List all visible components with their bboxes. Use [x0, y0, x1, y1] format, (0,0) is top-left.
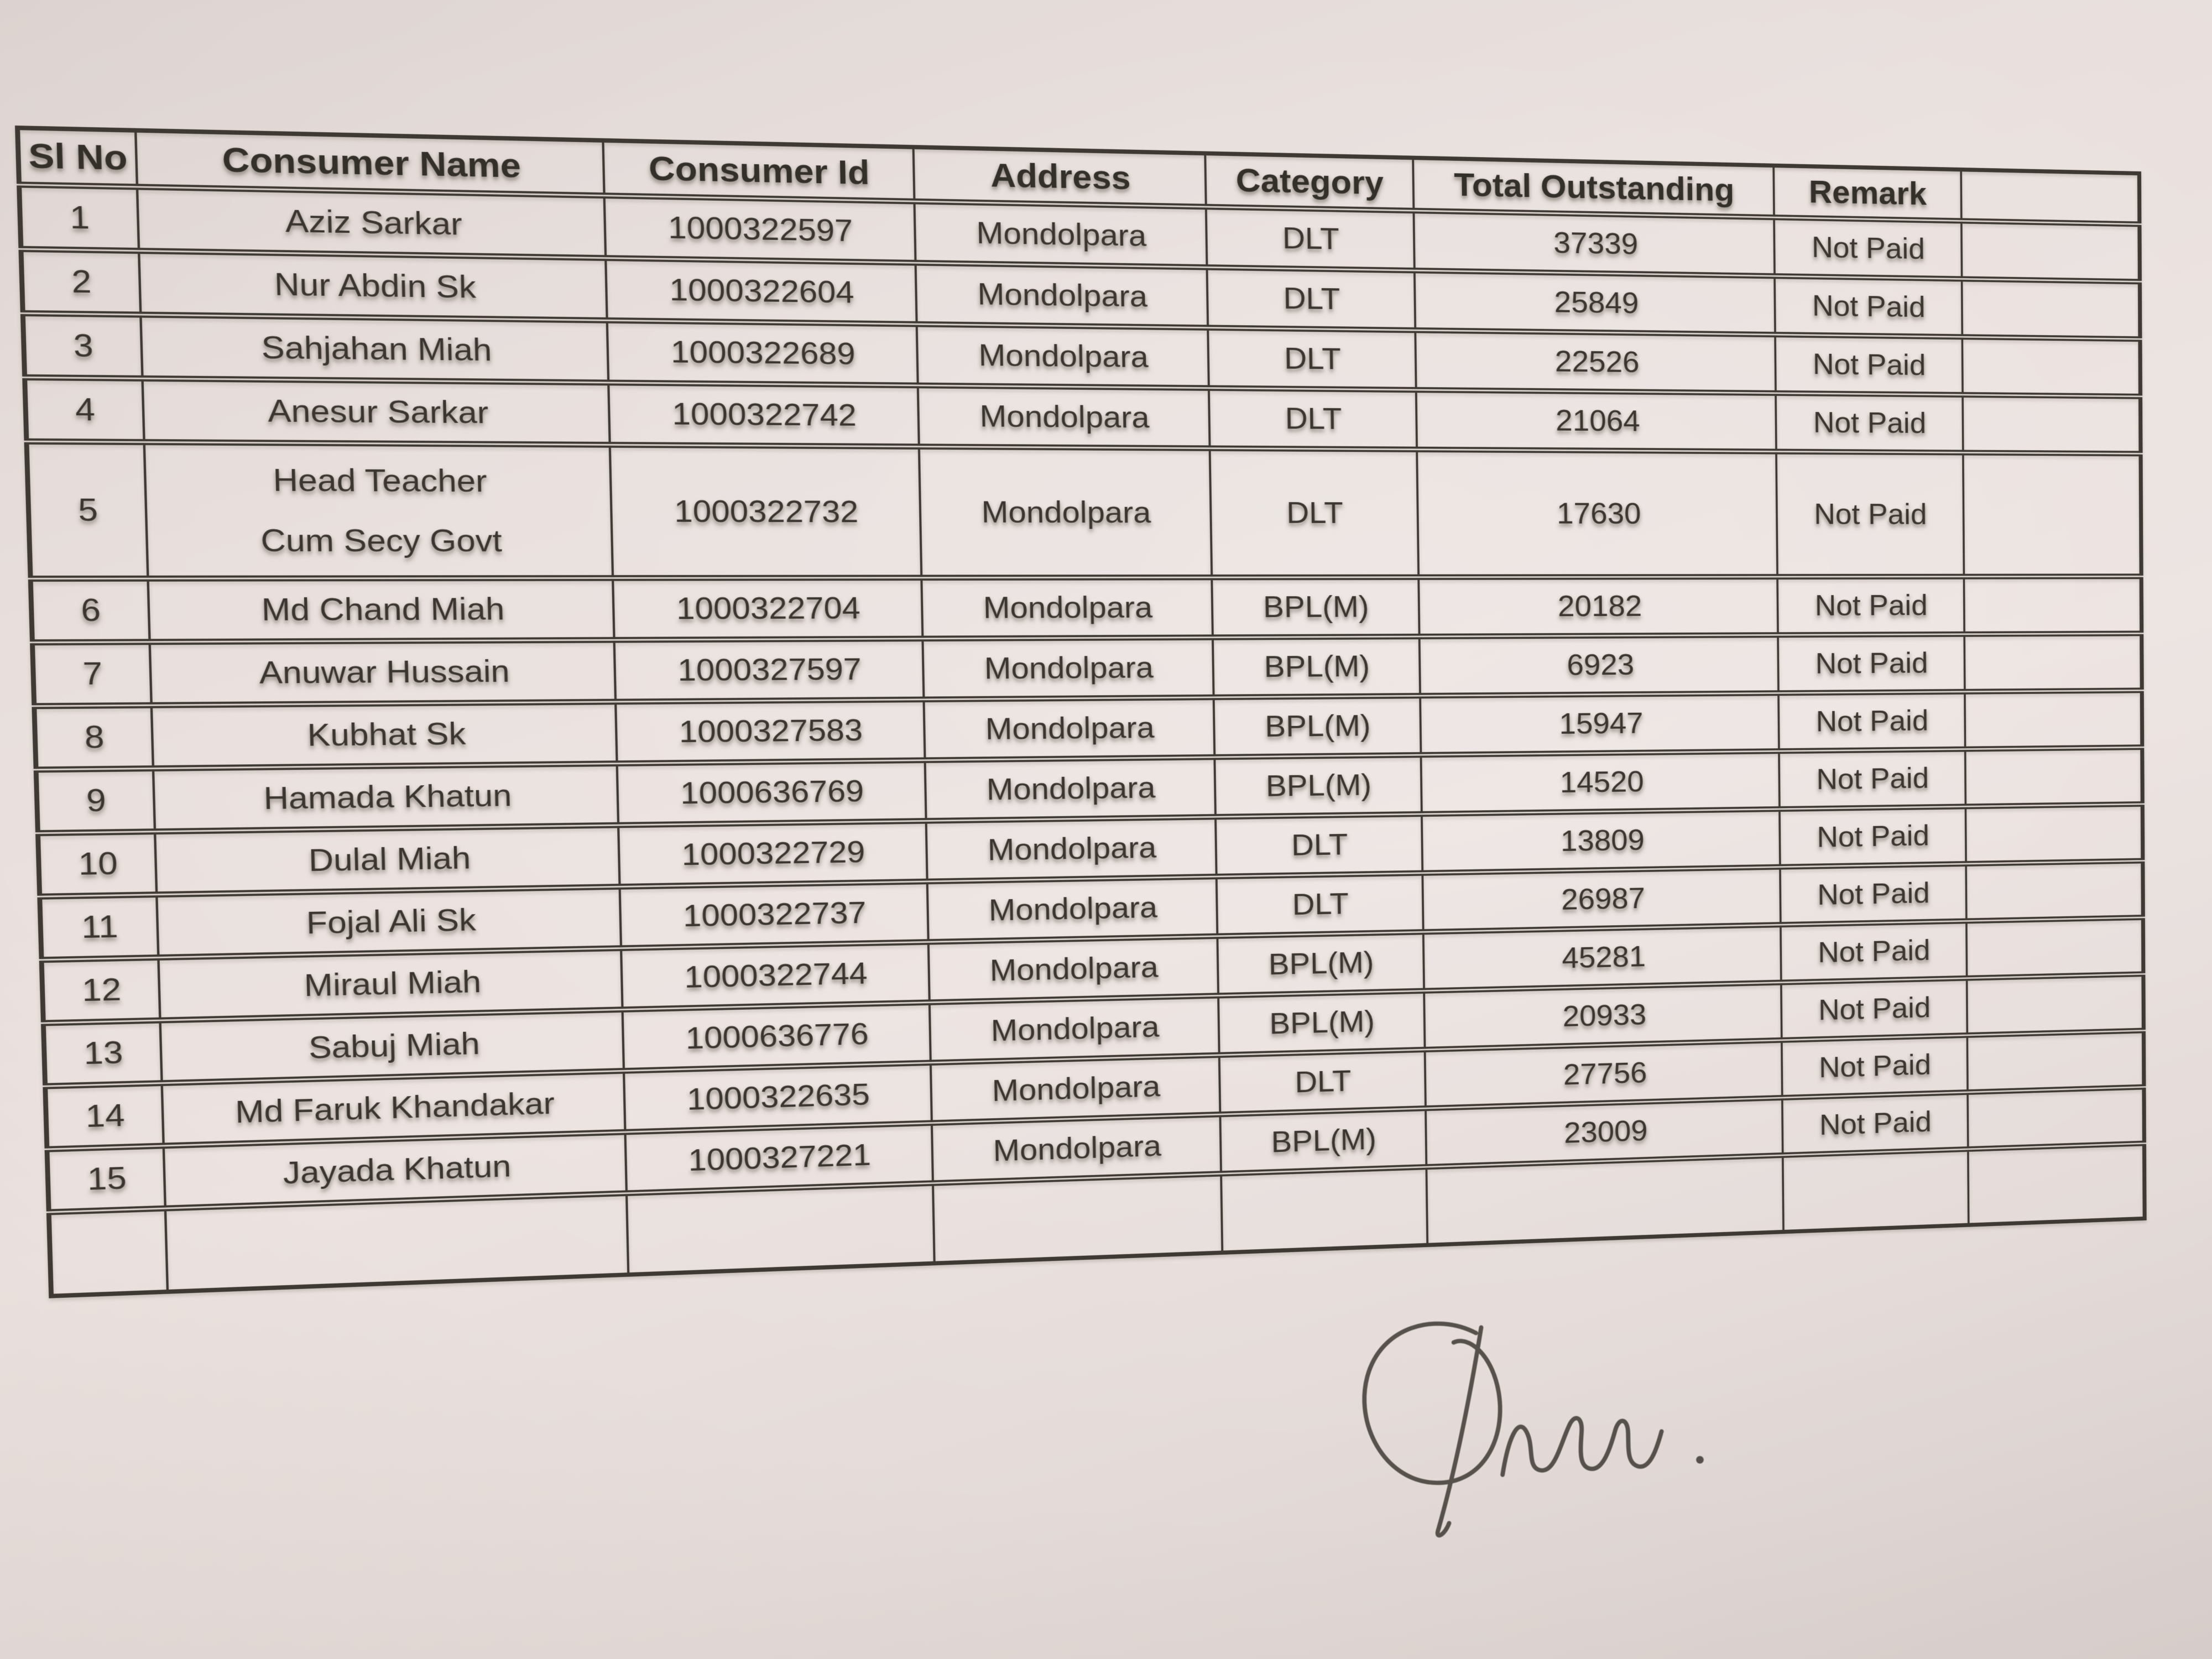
cell-category: DLT	[1219, 1050, 1426, 1114]
cell-consumer-name	[165, 1193, 628, 1292]
cell-blank	[1963, 452, 2141, 576]
cell-consumer-id	[627, 1183, 935, 1275]
cell-blank	[1964, 576, 2142, 634]
cell-address: Mondolpara	[929, 995, 1219, 1062]
cell-consumer-name: Kubhat Sk	[152, 702, 617, 769]
cell-total-outstanding	[1426, 1155, 1783, 1245]
cell-consumer-id: 1000322742	[608, 383, 919, 447]
column-header-remark: Remark	[1773, 165, 1961, 221]
cell-consumer-id: 1000322732	[609, 445, 921, 578]
cell-consumer-name: Jayada Khatun	[164, 1132, 627, 1208]
cell-consumer-id: 1000327221	[625, 1123, 932, 1193]
cell-consumer-name: Sahjahan Miah	[140, 315, 608, 383]
cell-remark: Not Paid	[1775, 276, 1963, 337]
cell-consumer-id: 1000322597	[604, 196, 915, 263]
cell-total-outstanding: 37339	[1413, 211, 1774, 276]
cell-sl-no: 12	[41, 957, 160, 1023]
cell-consumer-id: 1000327597	[614, 639, 924, 702]
cell-total-outstanding: 23009	[1426, 1098, 1783, 1167]
cell-total-outstanding: 13809	[1422, 809, 1780, 873]
column-header-consumer-id: Consumer Id	[603, 140, 914, 201]
cell-blank	[1968, 1143, 2145, 1225]
cell-address: Mondolpara	[919, 447, 1212, 578]
cell-address	[933, 1173, 1223, 1263]
table-body	[19, 185, 2145, 1296]
cell-category: BPL(M)	[1218, 991, 1425, 1055]
cell-address: Mondolpara	[932, 1114, 1222, 1183]
cell-consumer-name: Dulal Miah	[155, 825, 619, 895]
cell-remark: Not Paid	[1775, 335, 1963, 395]
cell-sl-no: 13	[43, 1020, 161, 1086]
cell-consumer-id: 1000327583	[615, 700, 925, 764]
cell-remark: Not Paid	[1778, 634, 1965, 693]
consumer-outstanding-table	[15, 126, 2147, 1298]
cell-category: DLT	[1217, 873, 1423, 936]
cell-blank	[1967, 1030, 2143, 1092]
column-header-total-outstanding: Total Outstanding	[1413, 158, 1774, 217]
cell-category: DLT	[1209, 388, 1417, 450]
cell-address: Mondolpara	[924, 697, 1215, 760]
cell-consumer-name: Aziz Sarkar	[137, 187, 606, 258]
cell-sl-no: 14	[45, 1083, 164, 1150]
table-row	[27, 441, 2141, 578]
cell-consumer-name: Fojal Ali Sk	[156, 886, 621, 957]
cell-blank	[1962, 279, 2140, 339]
cell-blank	[1964, 633, 2142, 691]
cell-category: DLT	[1208, 328, 1416, 390]
cell-consumer-name: Hamada Khatun	[153, 764, 618, 832]
cell-total-outstanding: 25849	[1415, 270, 1775, 335]
cell-sl-no: 8	[34, 705, 153, 770]
cell-total-outstanding: 20933	[1424, 983, 1782, 1050]
cell-total-outstanding: 17630	[1417, 450, 1777, 577]
cell-remark: Not Paid	[1782, 1092, 1968, 1155]
cell-sl-no: 10	[38, 832, 156, 897]
cell-blank	[1962, 337, 2140, 397]
cell-sl-no	[49, 1208, 168, 1296]
cell-blank	[1966, 861, 2143, 921]
cell-category: BPL(M)	[1214, 696, 1421, 757]
cell-blank	[1966, 917, 2143, 978]
cell-remark: Not Paid	[1776, 452, 1964, 577]
cell-sl-no: 4	[25, 377, 144, 442]
table-row	[30, 576, 2142, 642]
cell-remark: Not Paid	[1779, 749, 1966, 809]
cell-consumer-id: 1000322689	[607, 320, 917, 385]
cell-category: DLT	[1210, 448, 1418, 577]
handwritten-signature	[1301, 1291, 1773, 1545]
cell-consumer-name: Anuwar Hussain	[149, 640, 615, 705]
cell-blank	[1967, 974, 2144, 1035]
cell-consumer-name: Nur Abdin Sk	[139, 251, 607, 321]
cell-remark	[1783, 1149, 1969, 1232]
cell-total-outstanding: 26987	[1422, 867, 1780, 932]
cell-total-outstanding: 22526	[1415, 330, 1776, 393]
cell-consumer-name: Md Chand Miah	[148, 578, 614, 642]
cell-consumer-name: Head Teacher Cum Secy Govt	[144, 442, 613, 578]
cell-consumer-id: 1000322704	[613, 578, 922, 640]
cell-address: Mondolpara	[915, 263, 1208, 327]
cell-category: DLT	[1207, 267, 1415, 330]
cell-blank	[1965, 690, 2142, 749]
cell-sl-no: 3	[23, 313, 142, 378]
cell-consumer-name: Anesur Sarkar	[142, 378, 609, 445]
column-header-consumer-name: Consumer Name	[135, 131, 604, 196]
cell-sl-no: 5	[27, 441, 148, 578]
cell-address: Mondolpara	[926, 817, 1217, 881]
cell-consumer-id: 1000636776	[622, 1003, 930, 1071]
cell-address: Mondolpara	[917, 385, 1210, 448]
cell-category: BPL(M)	[1220, 1108, 1427, 1173]
cell-blank	[1968, 1087, 2144, 1149]
cell-sl-no: 6	[30, 578, 149, 643]
cell-remark: Not Paid	[1778, 692, 1965, 751]
cell-category	[1221, 1167, 1427, 1253]
column-header-sl-no: Sl No	[18, 128, 137, 187]
cell-total-outstanding: 14520	[1421, 751, 1779, 814]
cell-remark: Not Paid	[1781, 921, 1967, 982]
cell-consumer-name: Sabuj Miah	[160, 1010, 623, 1083]
cell-consumer-name: Miraul Miah	[158, 948, 622, 1021]
cell-remark: Not Paid	[1776, 393, 1963, 453]
cell-total-outstanding: 20182	[1418, 577, 1778, 637]
cell-sl-no: 9	[36, 769, 155, 833]
cell-sl-no: 11	[40, 895, 158, 960]
cell-remark: Not Paid	[1774, 217, 1962, 279]
cell-sl-no: 15	[47, 1146, 165, 1212]
cell-consumer-id: 1000322737	[619, 881, 928, 948]
cell-category: DLT	[1206, 207, 1415, 270]
cell-address: Mondolpara	[927, 877, 1217, 942]
cell-address: Mondolpara	[922, 638, 1214, 700]
cell-blank	[1966, 804, 2143, 864]
cell-total-outstanding: 6923	[1420, 635, 1778, 696]
cell-blank	[1965, 747, 2143, 806]
cell-category: DLT	[1215, 814, 1422, 877]
cell-total-outstanding: 45281	[1423, 925, 1781, 990]
cell-address: Mondolpara	[921, 577, 1213, 639]
cell-sl-no: 1	[19, 185, 139, 251]
cell-address: Mondolpara	[925, 757, 1215, 821]
cell-address: Mondolpara	[914, 201, 1207, 267]
cell-remark: Not Paid	[1780, 864, 1966, 925]
cell-consumer-id: 1000636769	[617, 760, 926, 825]
cell-address: Mondolpara	[928, 936, 1218, 1003]
cell-category: BPL(M)	[1218, 932, 1424, 995]
cell-consumer-id: 1000322635	[624, 1063, 932, 1132]
cell-sl-no: 7	[32, 642, 151, 706]
cell-consumer-name: Md Faruk Khandakar	[161, 1071, 625, 1145]
cell-blank	[1963, 395, 2141, 453]
cell-address: Mondolpara	[916, 324, 1209, 388]
column-header-address: Address	[913, 147, 1206, 207]
cell-consumer-id: 1000322744	[621, 942, 930, 1009]
cell-address: Mondolpara	[930, 1055, 1220, 1123]
cell-remark: Not Paid	[1781, 978, 1968, 1040]
cell-category: BPL(M)	[1213, 637, 1420, 697]
cell-category: BPL(M)	[1212, 577, 1420, 638]
cell-consumer-id: 1000322729	[618, 821, 927, 886]
cell-total-outstanding: 15947	[1420, 693, 1779, 755]
column-header-blank	[1961, 170, 2140, 225]
cell-remark: Not Paid	[1780, 806, 1966, 867]
cell-consumer-id: 1000322604	[606, 258, 916, 325]
cell-category: BPL(M)	[1215, 755, 1422, 817]
cell-total-outstanding: 27756	[1425, 1040, 1782, 1108]
cell-remark: Not Paid	[1777, 577, 1964, 635]
cell-sl-no: 2	[21, 249, 140, 315]
cell-total-outstanding: 21064	[1416, 390, 1776, 451]
cell-blank	[1961, 221, 2140, 281]
column-header-category: Category	[1206, 153, 1414, 211]
cell-remark: Not Paid	[1782, 1035, 1968, 1098]
